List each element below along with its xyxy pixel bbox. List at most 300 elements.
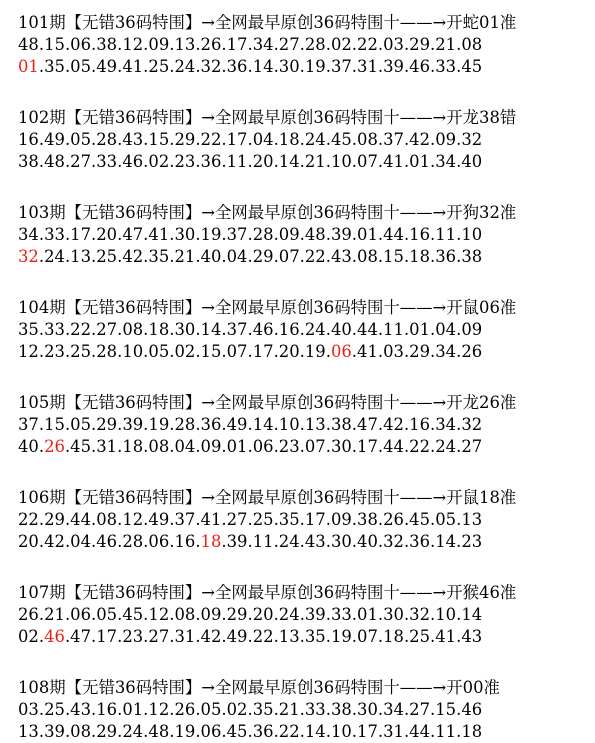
separator-dot: . bbox=[403, 152, 410, 171]
number: 39 bbox=[44, 722, 65, 741]
separator-dot: . bbox=[91, 532, 97, 551]
separator-dot: . bbox=[430, 247, 436, 266]
number-row bbox=[18, 341, 595, 363]
separator-dot: . bbox=[325, 437, 331, 456]
separator-dot: . bbox=[221, 57, 227, 76]
separator-dot: . bbox=[64, 57, 71, 76]
number: 28 bbox=[96, 130, 118, 149]
separator-dot: . bbox=[64, 510, 71, 529]
separator-dot: . bbox=[247, 342, 253, 361]
separator-dot: . bbox=[456, 225, 462, 244]
number: 30 bbox=[330, 437, 352, 456]
separator-dot: . bbox=[325, 57, 331, 76]
separator-dot: . bbox=[273, 320, 279, 339]
highlighted-number: 06 bbox=[330, 342, 352, 361]
separator-dot: . bbox=[221, 437, 227, 456]
issue-block bbox=[18, 582, 595, 648]
separator-dot: . bbox=[273, 627, 279, 646]
number: 06 bbox=[252, 437, 274, 456]
number: 18 bbox=[383, 627, 404, 646]
separator-dot: . bbox=[117, 35, 123, 54]
number: 25 bbox=[409, 627, 431, 646]
separator-dot: . bbox=[430, 605, 436, 624]
separator-dot: . bbox=[117, 627, 123, 646]
separator-dot: . bbox=[351, 627, 358, 646]
separator-dot: . bbox=[221, 342, 227, 361]
separator-dot: . bbox=[169, 247, 175, 266]
separator-dot: . bbox=[377, 415, 384, 434]
separator-dot: . bbox=[273, 605, 279, 624]
number: 06 bbox=[70, 35, 92, 54]
issue-header: 108期【无错36码特围】→全网最早原创36码特围十——→开00准 bbox=[18, 678, 500, 697]
number: 26 bbox=[200, 35, 222, 54]
separator-dot: . bbox=[299, 415, 305, 434]
separator-dot: . bbox=[38, 57, 45, 76]
separator-dot: . bbox=[351, 415, 358, 434]
number: 25 bbox=[44, 700, 65, 719]
separator-dot: . bbox=[430, 342, 436, 361]
separator-dot: . bbox=[38, 532, 45, 551]
separator-dot: . bbox=[91, 225, 97, 244]
number: 19 bbox=[200, 225, 222, 244]
number: 23 bbox=[44, 342, 65, 361]
separator-dot: . bbox=[195, 722, 201, 741]
number: 22 bbox=[18, 510, 39, 529]
separator-dot: . bbox=[91, 510, 97, 529]
separator-dot: . bbox=[247, 605, 253, 624]
number: 22 bbox=[409, 437, 431, 456]
number: 22 bbox=[357, 35, 378, 54]
number: 27 bbox=[409, 700, 431, 719]
separator-dot: . bbox=[195, 225, 201, 244]
separator-dot: . bbox=[351, 152, 358, 171]
separator-dot: . bbox=[377, 437, 384, 456]
number: 20 bbox=[278, 342, 300, 361]
number: 13 bbox=[278, 627, 300, 646]
separator-dot: . bbox=[221, 152, 227, 171]
number: 07 bbox=[278, 247, 300, 266]
number: 11 bbox=[435, 225, 457, 244]
number: 08 bbox=[148, 437, 170, 456]
number: 29 bbox=[174, 130, 196, 149]
number: 09 bbox=[435, 130, 457, 149]
separator-dot: . bbox=[430, 35, 436, 54]
issue-header: 104期【无错36码特围】→全网最早原创36码特围十——→开鼠06准 bbox=[18, 298, 517, 317]
separator-dot: . bbox=[64, 35, 71, 54]
number: 08 bbox=[357, 130, 378, 149]
separator-dot: . bbox=[143, 627, 149, 646]
number: 49 bbox=[148, 510, 170, 529]
number: 28 bbox=[122, 532, 144, 551]
separator-dot: . bbox=[91, 320, 97, 339]
number: 36 bbox=[200, 152, 222, 171]
number: 18 bbox=[409, 247, 431, 266]
separator-dot: . bbox=[117, 532, 123, 551]
number: 22 bbox=[70, 320, 92, 339]
separator-dot: . bbox=[325, 700, 331, 719]
separator-dot: . bbox=[273, 437, 279, 456]
number: 44 bbox=[409, 722, 431, 741]
separator-dot: . bbox=[325, 320, 331, 339]
number: 14 bbox=[278, 152, 300, 171]
number: 28 bbox=[96, 342, 118, 361]
number: 13 bbox=[70, 247, 92, 266]
number: 45 bbox=[70, 437, 92, 456]
separator-dot: . bbox=[273, 247, 279, 266]
number: 07 bbox=[357, 627, 378, 646]
separator-dot: . bbox=[456, 152, 462, 171]
number: 07 bbox=[226, 342, 248, 361]
number: 16 bbox=[96, 700, 118, 719]
separator-dot: . bbox=[143, 532, 149, 551]
number: 22 bbox=[200, 130, 222, 149]
number: 16 bbox=[174, 532, 196, 551]
number: 33 bbox=[304, 700, 326, 719]
separator-dot: . bbox=[430, 437, 436, 456]
separator-dot: . bbox=[221, 225, 227, 244]
separator-dot: . bbox=[143, 437, 149, 456]
number: 31 bbox=[383, 722, 404, 741]
number: 33 bbox=[435, 57, 457, 76]
separator-dot: . bbox=[299, 152, 305, 171]
separator-dot: . bbox=[273, 532, 279, 551]
separator-dot: . bbox=[403, 247, 410, 266]
number: 36 bbox=[226, 57, 248, 76]
separator-dot: . bbox=[38, 722, 45, 741]
separator-dot: . bbox=[143, 320, 149, 339]
separator-dot: . bbox=[403, 700, 410, 719]
number: 09 bbox=[148, 35, 170, 54]
number: 31 bbox=[357, 57, 378, 76]
issue-header: 107期【无错36码特围】→全网最早原创36码特围十——→开猴46准 bbox=[18, 583, 517, 602]
number: 47 bbox=[357, 415, 378, 434]
number: 03 bbox=[383, 35, 404, 54]
number: 49 bbox=[96, 57, 118, 76]
separator-dot: . bbox=[195, 342, 201, 361]
number: 23 bbox=[461, 532, 483, 551]
number-row bbox=[18, 319, 595, 341]
separator-dot: . bbox=[64, 225, 71, 244]
number: 17 bbox=[226, 35, 248, 54]
separator-dot: . bbox=[403, 722, 410, 741]
separator-dot: . bbox=[403, 510, 410, 529]
number: 35 bbox=[278, 510, 300, 529]
separator-dot: . bbox=[221, 722, 227, 741]
separator-dot: . bbox=[143, 247, 149, 266]
number: 10 bbox=[461, 225, 483, 244]
number: 17 bbox=[226, 130, 248, 149]
number: 14 bbox=[252, 57, 274, 76]
number: 20 bbox=[96, 225, 118, 244]
separator-dot: . bbox=[403, 437, 410, 456]
number: 04 bbox=[252, 130, 274, 149]
separator-dot: . bbox=[64, 342, 71, 361]
separator-dot: . bbox=[351, 342, 358, 361]
separator-dot: . bbox=[351, 320, 358, 339]
number: 15 bbox=[44, 415, 65, 434]
number-row bbox=[18, 604, 595, 626]
number: 05 bbox=[435, 510, 457, 529]
number: 16 bbox=[409, 415, 431, 434]
number: 47 bbox=[122, 225, 144, 244]
separator-dot: . bbox=[169, 437, 175, 456]
number: 24 bbox=[122, 722, 144, 741]
separator-dot: . bbox=[430, 722, 436, 741]
number: 39 bbox=[122, 415, 144, 434]
separator-dot: . bbox=[351, 35, 358, 54]
number: 45 bbox=[330, 130, 352, 149]
separator-dot: . bbox=[299, 700, 305, 719]
number: 11 bbox=[252, 532, 274, 551]
separator-dot: . bbox=[221, 700, 227, 719]
separator-dot: . bbox=[351, 510, 358, 529]
separator-dot: . bbox=[403, 35, 410, 54]
separator-dot: . bbox=[325, 532, 331, 551]
separator-dot: . bbox=[91, 605, 97, 624]
separator-dot: . bbox=[403, 130, 410, 149]
separator-dot: . bbox=[403, 415, 410, 434]
highlighted-number: 32 bbox=[18, 247, 39, 266]
number: 04 bbox=[174, 437, 196, 456]
number: 29 bbox=[409, 35, 431, 54]
separator-dot: . bbox=[91, 627, 97, 646]
highlighted-number: 18 bbox=[200, 532, 222, 551]
number: 21 bbox=[278, 700, 300, 719]
number: 38 bbox=[330, 415, 352, 434]
separator-dot: . bbox=[403, 342, 410, 361]
separator-dot: . bbox=[195, 627, 201, 646]
separator-dot: . bbox=[377, 722, 384, 741]
separator-dot: . bbox=[117, 225, 123, 244]
separator-dot: . bbox=[169, 532, 175, 551]
separator-dot: . bbox=[377, 35, 384, 54]
number: 10 bbox=[122, 342, 144, 361]
number: 24 bbox=[44, 247, 65, 266]
separator-dot: . bbox=[91, 700, 97, 719]
number-row bbox=[18, 56, 595, 78]
number: 19 bbox=[148, 415, 170, 434]
separator-dot: . bbox=[273, 57, 279, 76]
separator-dot: . bbox=[64, 605, 71, 624]
separator-dot: . bbox=[169, 130, 175, 149]
number: 08 bbox=[122, 320, 144, 339]
number: 31 bbox=[96, 437, 118, 456]
separator-dot: . bbox=[456, 320, 462, 339]
number: 44 bbox=[70, 510, 92, 529]
number: 37 bbox=[330, 57, 352, 76]
separator-dot: . bbox=[430, 57, 436, 76]
separator-dot: . bbox=[273, 415, 279, 434]
number: 33 bbox=[44, 320, 65, 339]
separator-dot: . bbox=[169, 700, 175, 719]
number: 38 bbox=[18, 152, 39, 171]
separator-dot: . bbox=[38, 700, 45, 719]
number: 13 bbox=[18, 722, 39, 741]
number: 42 bbox=[409, 130, 431, 149]
separator-dot: . bbox=[169, 605, 175, 624]
number-row bbox=[18, 436, 595, 458]
number: 48 bbox=[304, 225, 326, 244]
separator-dot: . bbox=[247, 152, 253, 171]
separator-dot: . bbox=[38, 35, 45, 54]
number: 08 bbox=[461, 35, 483, 54]
separator-dot: . bbox=[169, 415, 175, 434]
separator-dot: . bbox=[377, 225, 384, 244]
number: 25 bbox=[252, 510, 274, 529]
separator-dot: . bbox=[91, 130, 97, 149]
separator-dot: . bbox=[351, 700, 358, 719]
separator-dot: . bbox=[430, 130, 436, 149]
number: 10 bbox=[435, 605, 457, 624]
number: 38 bbox=[461, 247, 483, 266]
number: 37 bbox=[18, 415, 39, 434]
number: 24 bbox=[278, 605, 300, 624]
number: 43 bbox=[70, 700, 92, 719]
separator-dot: . bbox=[377, 532, 384, 551]
number: 46 bbox=[122, 152, 144, 171]
number: 15 bbox=[435, 700, 457, 719]
number: 35 bbox=[148, 247, 170, 266]
separator-dot: . bbox=[38, 510, 45, 529]
separator-dot: . bbox=[247, 437, 253, 456]
separator-dot: . bbox=[64, 722, 71, 741]
number: 17 bbox=[252, 342, 274, 361]
number-row bbox=[18, 626, 595, 648]
number: 14 bbox=[200, 320, 222, 339]
number: 08 bbox=[70, 722, 92, 741]
number: 27 bbox=[461, 437, 483, 456]
number: 46 bbox=[461, 700, 483, 719]
number: 42 bbox=[200, 627, 222, 646]
separator-dot: . bbox=[403, 320, 410, 339]
number: 41 bbox=[357, 342, 378, 361]
separator-dot: . bbox=[377, 627, 384, 646]
separator-dot: . bbox=[38, 320, 45, 339]
number: 40 bbox=[461, 152, 483, 171]
number: 04 bbox=[435, 320, 457, 339]
separator-dot: . bbox=[299, 510, 305, 529]
number: 41 bbox=[200, 510, 222, 529]
number: 08 bbox=[96, 510, 118, 529]
number: 19 bbox=[330, 627, 352, 646]
number: 09 bbox=[461, 320, 483, 339]
number: 04 bbox=[70, 532, 92, 551]
separator-dot: . bbox=[117, 722, 123, 741]
number: 43 bbox=[461, 627, 483, 646]
number: 30 bbox=[383, 605, 404, 624]
number: 40 bbox=[18, 437, 39, 456]
highlighted-number: 26 bbox=[44, 437, 65, 456]
issue-block bbox=[18, 107, 595, 173]
separator-dot: . bbox=[273, 35, 279, 54]
separator-dot: . bbox=[456, 57, 462, 76]
number: 12 bbox=[148, 700, 170, 719]
number: 27 bbox=[226, 510, 248, 529]
separator-dot: . bbox=[325, 342, 331, 361]
separator-dot: . bbox=[143, 415, 149, 434]
separator-dot: . bbox=[91, 152, 97, 171]
separator-dot: . bbox=[143, 57, 149, 76]
separator-dot: . bbox=[117, 247, 123, 266]
number: 11 bbox=[383, 320, 404, 339]
number: 38 bbox=[96, 35, 118, 54]
separator-dot: . bbox=[299, 532, 305, 551]
number: 02 bbox=[174, 342, 196, 361]
number: 48 bbox=[148, 722, 170, 741]
issue-header: 105期【无错36码特围】→全网最早原创36码特围十——→开龙26准 bbox=[18, 393, 517, 412]
separator-dot: . bbox=[195, 532, 201, 551]
separator-dot: . bbox=[299, 57, 305, 76]
separator-dot: . bbox=[299, 437, 305, 456]
number: 05 bbox=[200, 700, 222, 719]
number-row bbox=[18, 699, 595, 721]
number: 36 bbox=[200, 415, 222, 434]
separator-dot: . bbox=[273, 225, 279, 244]
separator-dot: . bbox=[143, 700, 149, 719]
separator-dot: . bbox=[143, 342, 149, 361]
number: 22 bbox=[304, 247, 326, 266]
number: 45 bbox=[461, 57, 483, 76]
separator-dot: . bbox=[64, 130, 71, 149]
number: 10 bbox=[278, 415, 300, 434]
separator-dot: . bbox=[38, 225, 45, 244]
number: 34 bbox=[435, 415, 457, 434]
number: 29 bbox=[226, 605, 248, 624]
number: 24 bbox=[304, 130, 326, 149]
separator-dot: . bbox=[247, 225, 253, 244]
separator-dot: . bbox=[403, 225, 410, 244]
number: 30 bbox=[330, 532, 352, 551]
number: 49 bbox=[226, 415, 248, 434]
separator-dot: . bbox=[143, 605, 149, 624]
highlighted-number: 01 bbox=[18, 57, 39, 76]
separator-dot: . bbox=[273, 722, 279, 741]
number: 33 bbox=[44, 225, 65, 244]
separator-dot: . bbox=[299, 225, 305, 244]
issue-header: 101期【无错36码特围】→全网最早原创36码特围十——→开蛇01准 bbox=[18, 13, 517, 32]
separator-dot: . bbox=[64, 415, 71, 434]
separator-dot: . bbox=[169, 57, 175, 76]
separator-dot: . bbox=[456, 722, 462, 741]
separator-dot: . bbox=[273, 130, 279, 149]
separator-dot: . bbox=[38, 605, 45, 624]
separator-dot: . bbox=[247, 532, 253, 551]
number: 21 bbox=[174, 247, 196, 266]
number: 25 bbox=[148, 57, 170, 76]
separator-dot: . bbox=[195, 437, 201, 456]
separator-dot: . bbox=[430, 510, 436, 529]
separator-dot: . bbox=[351, 605, 358, 624]
separator-dot: . bbox=[117, 510, 123, 529]
separator-dot: . bbox=[351, 225, 358, 244]
number: 06 bbox=[148, 532, 170, 551]
number: 12 bbox=[18, 342, 39, 361]
separator-dot: . bbox=[221, 320, 227, 339]
number: 01 bbox=[122, 700, 144, 719]
number: 38 bbox=[357, 510, 378, 529]
number: 35 bbox=[252, 700, 274, 719]
number: 41 bbox=[122, 57, 144, 76]
number: 15 bbox=[148, 130, 170, 149]
number-row bbox=[18, 531, 595, 553]
separator-dot: . bbox=[377, 320, 384, 339]
separator-dot: . bbox=[117, 320, 123, 339]
separator-dot: . bbox=[377, 700, 384, 719]
number: 23 bbox=[278, 437, 300, 456]
separator-dot: . bbox=[430, 225, 436, 244]
separator-dot: . bbox=[169, 320, 175, 339]
number: 45 bbox=[122, 605, 144, 624]
